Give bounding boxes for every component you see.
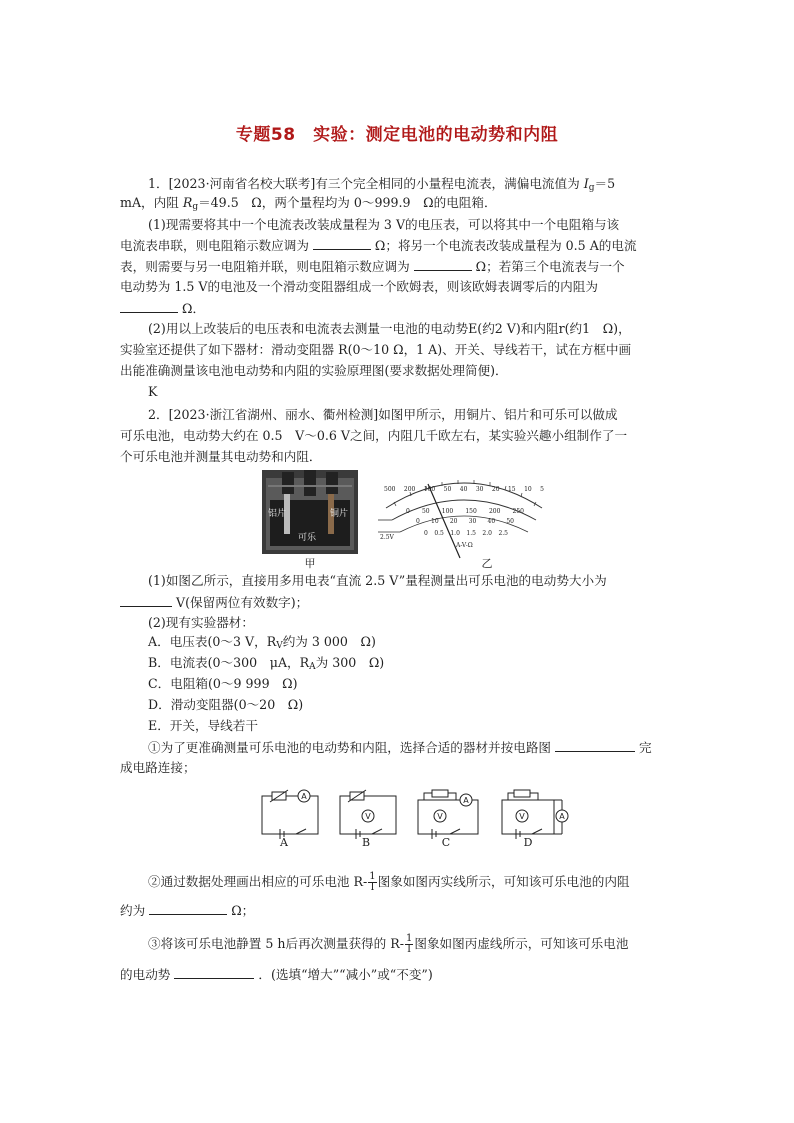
- q1-line-9: 实验室还提供了如下器材：滑动变阻器 R(0～10 Ω，1 A)、开关、导线若干，试在方框中画: [120, 342, 632, 357]
- q2-c1-line-1: ①为了更准确测量可乐电池的电动势和内阻，选择合适的器材并按电路图 完: [148, 740, 652, 755]
- circuit-label-c: C: [441, 836, 451, 849]
- svg-text:A: A: [463, 796, 469, 805]
- inner-scale-labels: 0 10 20 30 40 50: [416, 518, 514, 525]
- fraction-one-over-i: $\frac{1}{I}$: [405, 933, 413, 955]
- svg-text:A: A: [301, 792, 307, 801]
- figure-caption-jia: 甲: [304, 557, 316, 570]
- option-b: B．电流表(0～300 μA，$R_A$为 300 Ω): [148, 655, 385, 672]
- circuit-label-d: D: [523, 836, 533, 849]
- option-e: E．开关，导线若干: [148, 718, 258, 733]
- answer-blank[interactable]: [120, 300, 178, 313]
- q1-line-7: Ω．: [120, 300, 205, 317]
- q2-c3-line-2: 的电动势 ．(选填“增大”“减小”或“不变”): [120, 967, 433, 982]
- multimeter-dial: [376, 462, 552, 560]
- q2-c3-line-1: ③将该可乐电池静置 5 h后再次测量获得的 R- $\frac{1}{I}$ 图象如图丙虚线所示，可知该可乐电池: [148, 933, 629, 955]
- answer-blank[interactable]: [120, 594, 172, 607]
- answer-blank[interactable]: [555, 739, 635, 752]
- option-a: A．电压表(0～3 V，$R_V$约为 3 000 Ω): [148, 634, 376, 651]
- q2-line-3: 个可乐电池并测量其电动势和内阻．: [120, 449, 322, 464]
- answer-blank[interactable]: [174, 966, 254, 979]
- q2-line-2: 可乐电池，电动势大约在 0.5 V～0.6 V之间，内阻几千欧左右，某实验兴趣小组制作了一: [120, 428, 628, 443]
- q1-line-11: K: [148, 384, 158, 399]
- q1-line-1: 1．[2023·河南省名校大联考]有三个完全相同的小量程电流表，满偏电流值为 $I_g=5$: [148, 176, 616, 193]
- q2-sub2-line: (2)现有实验器材：: [148, 615, 254, 630]
- q2-sub1-line-2: V(保留两位有效数字)；: [120, 594, 308, 611]
- copper-label: 铜片: [330, 509, 349, 519]
- svg-text:V: V: [519, 812, 525, 821]
- page-title: 专题58 实验：测定电池的电动势和内阻: [235, 125, 559, 145]
- mid-scale-labels: 0 50 100 150 200 250: [406, 508, 524, 515]
- q1-line-4: 电流表串联，则电阻箱示数应调为 Ω；将另一个电流表改装成量程为 0.5 A的电流: [120, 238, 637, 253]
- svg-text:V: V: [437, 812, 443, 821]
- cola-battery-photo: [262, 470, 358, 554]
- answer-blank[interactable]: [313, 237, 371, 250]
- aluminum-label: 铝片: [268, 509, 287, 519]
- q1-line-8: (2)用以上改装后的电压表和电流表去测量一电池的电动势E(约2 V)和内阻r(约1 Ω)，: [148, 321, 631, 336]
- q2-c2-line-1: ②通过数据处理画出相应的可乐电池 R- $\frac{1}{I}$ 图象如图丙实线所示，可知该可乐电池的内阻: [148, 871, 630, 893]
- svg-text:A: A: [559, 812, 565, 821]
- figure-caption-yi: 乙: [481, 557, 493, 570]
- circuit-label-b: B: [361, 836, 371, 849]
- ac-range-label: 2.5V: [380, 534, 394, 541]
- circuit-label-a: A: [280, 836, 288, 849]
- option-c: C．电阻箱(0～9 999 Ω): [148, 676, 298, 691]
- cola-label: 可乐: [298, 533, 317, 543]
- q2-c1-line-2: 成电路连接；: [120, 760, 196, 775]
- answer-blank[interactable]: [414, 258, 472, 271]
- q1-line-3: (1)现需要将其中一个电流表改装成量程为 3 V的电压表，可以将其中一个电阻箱与该: [148, 217, 620, 232]
- q2-line-1: 2．[2023·浙江省湖州、丽水、衢州检测]如图甲所示，用铜片、铝片和可乐可以做成: [148, 407, 618, 422]
- option-d: D．滑动变阻器(0～20 Ω): [148, 697, 304, 712]
- q1-line-6: 电动势为 1.5 V的电池及一个滑动变阻器组成一个欧姆表，则该欧姆表调零后的内阻为: [120, 279, 598, 294]
- unit-label: A-V-Ω: [456, 542, 473, 549]
- q1-line-2: mA，内阻 $R_g=49.5$ Ω，两个量程均为 0～999.9 Ω的电阻箱．: [120, 195, 497, 212]
- svg-text:V: V: [365, 812, 371, 821]
- ohm-scale-labels: 500 200 100 50 40 30 20 15 10 5: [384, 486, 544, 493]
- q1-line-5: 表，则需要与另一电阻箱并联，则电阻箱示数应调为 Ω；若第三个电流表与一个: [120, 259, 625, 274]
- q2-sub1-line-1: (1)如图乙所示，直接用多用电表“直流 2.5 V”量程测量出可乐电池的电动势大小为: [148, 573, 607, 588]
- answer-blank[interactable]: [149, 902, 227, 915]
- q2-c2-line-2: 约为 Ω；: [120, 903, 255, 918]
- fraction-one-over-i: $\frac{1}{I}$: [369, 871, 376, 893]
- low-scale-labels: 0 0.5 1.0 1.5 2.0 2.5: [424, 530, 508, 537]
- q1-line-10: 出能准确测量该电池电动势和内阻的实验原理图(要求数据处理简便)．: [120, 363, 508, 378]
